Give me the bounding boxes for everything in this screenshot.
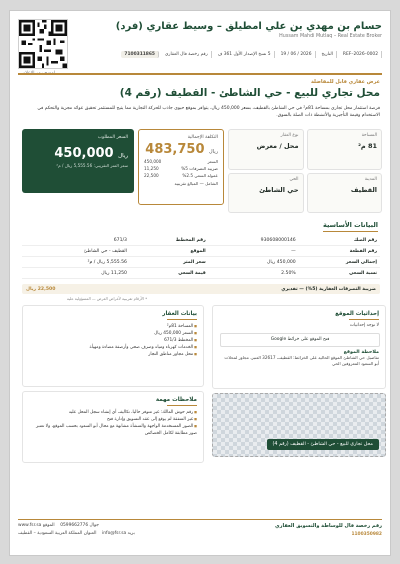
cost-row	[144, 166, 218, 171]
list-item: ■ السعر 450,000 ريال	[29, 330, 197, 337]
lead-paragraph: فرصة استثمار محل تجاري بمساحة 81م² في حي الشاطئ بالقطيف، بسعر 450,000 ريال، يتوافر بموقع حيوي جاذب للحركة التجارية مما يتيح للمستثمر تحقيق عوائد مجزية والتحكم في الاستخدام وقيمة التأجيرية والأنشطة ذات الصلة بالسوق.	[37, 106, 380, 118]
map-badge: محل تجاري للبيع - حي الشاطئ - القطيف (رقم 4)	[267, 439, 379, 450]
stats-grid	[228, 129, 382, 213]
document-page	[9, 10, 391, 556]
kicker: عرض عقاري قابل للمفاضلة	[311, 79, 380, 85]
table-key: رقم القطعة	[299, 246, 380, 257]
list-item: ■ المخطط 671/3	[29, 337, 197, 344]
location-panel	[212, 305, 386, 389]
footer-license-label: رقم رخصة فال للوساطة والتسويق العقاري	[275, 523, 382, 529]
cost-row-label: ضريبة التصرفات 5%	[181, 166, 218, 171]
no-coords-text: لا توجد إحداثيات	[349, 323, 379, 328]
web-label: الموقع	[42, 523, 55, 528]
table-row	[22, 246, 380, 257]
table-value: 930608000146	[209, 235, 299, 246]
brand-block	[116, 21, 382, 39]
cost-note: الشامل — المبالغ تقريبية	[174, 181, 218, 186]
list-item: ■ رقم حوش المالك: غير متوفر حاليا، تكاليف أي إنشاء سجل المحل عليه	[29, 409, 197, 416]
date-value: 2026 / 06 / 19	[278, 51, 316, 58]
notes-list	[29, 409, 197, 437]
table-key: إجمالي السعر	[299, 257, 380, 268]
cost-row-value: 22,500	[144, 173, 159, 178]
price-amount	[28, 146, 128, 161]
cost-row-value: 11,250	[144, 166, 159, 171]
total-cost-currency: ريال	[209, 149, 218, 155]
price-per-meter-note: سعر المتر التقريبي: 5,555.56 ريال / م²	[56, 163, 128, 168]
footer-license	[275, 523, 382, 540]
tax-label: ضريبة التصرفات العقارية (5%) — تقديري	[281, 286, 376, 292]
tax-value: 22,500 ريال	[26, 286, 56, 292]
phone-value[interactable]: 0599662776	[60, 523, 89, 528]
table-key: الموقع	[130, 246, 209, 257]
location-note: تفاصيل حي الشاطئ الموقع الحالية على الخرائط: القطيف، 32617 العنبر، مجاور لمحلات أبو السعود المعروفين الحي	[224, 355, 379, 366]
features-list	[29, 323, 197, 358]
sections-label: 5 نسخ الإصدار الأول 361 ف	[215, 51, 275, 58]
page-title: محل تجاري للبيع - حي الشاطئ - القطيف (رقم 4)	[119, 87, 380, 99]
list-item: ■ غير المتفقة لم يوقع إلى عقد التسويق وإدارة فتح	[29, 416, 197, 423]
notes-title: ملاحظات مهمة	[29, 397, 197, 406]
table-key: رقم الصك	[299, 235, 380, 246]
table-row	[22, 235, 380, 246]
footer-email-row	[18, 531, 135, 536]
stat-label: المدينة	[364, 176, 377, 182]
stat-district	[228, 173, 304, 214]
features-panel	[22, 305, 204, 387]
header-divider	[18, 73, 382, 75]
stat-label: نوع العقار	[280, 133, 299, 138]
price-currency: ريال	[118, 153, 128, 159]
stat-value: 81 م²	[358, 142, 377, 150]
notes-panel	[22, 391, 204, 463]
table-value: 450,000 ريال	[209, 257, 299, 268]
features-title: بيانات العقار	[29, 311, 197, 320]
footer-divider	[18, 519, 382, 520]
ad-license-number: 7100311865	[121, 51, 159, 58]
total-cost-amount	[144, 142, 218, 157]
qr-code-icon[interactable]	[18, 19, 68, 69]
basic-data-title: البيانات الأساسية	[323, 221, 378, 232]
tax-note: * الأرقام تقريبية لأغراض العرض — المسؤولية عليه	[66, 296, 148, 301]
cost-row	[144, 173, 218, 178]
table-row	[22, 257, 380, 268]
office-name: حسام بن مهدي بن علي امطيلق – وسيط عقاري (فرد)	[115, 21, 382, 32]
footer-contacts	[18, 523, 135, 539]
web-value[interactable]: www.fsr.sa	[18, 523, 42, 528]
stat-value: محل / معرض	[256, 142, 299, 150]
price-label: السعر المطلوب	[97, 135, 128, 140]
header	[18, 17, 382, 79]
table-key: قيمة السعي	[130, 268, 209, 279]
table-value: 5,555.56 ريال / م²	[22, 257, 130, 268]
meta-strip	[121, 51, 382, 58]
location-title: إحداثيات الموقع	[219, 311, 379, 320]
stat-label: المساحة	[361, 133, 377, 138]
list-item: ■ الخدمات كهرباء ومياه وصرف صحي وأرصفة مضاءة ومهيأة	[29, 344, 197, 351]
open-google-maps-button[interactable]: فتح الموقع على خرائط Google	[220, 333, 380, 347]
list-item: ■ الصور المستخدمة الواجهة والمنشأة مشابهة مع محال أبو السعود بحسب الموقع، ولا تعتبر صور مطابقة لكامل الخصائص	[29, 423, 197, 437]
ad-license-label: رقم رخصة فال العقاري	[162, 51, 212, 58]
cost-row-label: السعر	[207, 159, 218, 164]
table-value: 671/3	[22, 235, 130, 246]
price-card	[22, 129, 134, 193]
date-label: التاريخ	[319, 51, 337, 58]
footer-license-number: 1100350982	[351, 532, 382, 537]
stat-area	[307, 129, 383, 170]
table-key: سعر المتر	[130, 257, 209, 268]
stat-value: حي الشاطئ	[259, 185, 299, 194]
cost-row-value: 450,000	[144, 159, 162, 164]
total-cost-card	[138, 129, 224, 205]
table-value: —	[209, 246, 299, 257]
email-value[interactable]: info@fsr.sa	[102, 531, 127, 536]
email-label: بريد	[127, 531, 135, 536]
address-value: المملكة العربية السعودية – القطيف	[18, 531, 83, 536]
tax-row	[22, 284, 380, 294]
table-value: 2.50%	[209, 268, 299, 279]
list-item: ■ المساحة 81م²	[29, 323, 197, 330]
phone-label: جوال	[89, 523, 99, 528]
footer-phone-row	[18, 523, 135, 528]
table-key: نسبة السعي	[299, 268, 380, 279]
map-placeholder[interactable]	[212, 393, 386, 457]
basic-data-table	[22, 235, 380, 279]
stat-label: الحي	[289, 176, 299, 182]
location-note-title: ملاحظة الموقع	[343, 350, 379, 355]
list-item: ■ محل مجاور مناطق التجار	[29, 351, 197, 358]
table-value: القطيف - حي الشاطئ	[22, 246, 130, 257]
stat-property-type	[228, 129, 304, 170]
stat-city	[307, 173, 383, 214]
ref-number: REF–2026–0002	[340, 51, 382, 58]
price-value: 450,000	[54, 146, 114, 161]
footer	[18, 523, 382, 551]
table-value: 11,250 ريال	[22, 268, 130, 279]
total-cost-label: التكلفة الإجمالية	[187, 135, 218, 140]
cost-row	[144, 159, 218, 164]
address-label: العنوان	[83, 531, 97, 536]
table-row	[22, 268, 380, 279]
table-key: رقم المخطط	[130, 235, 209, 246]
cost-row-label: عمولة السعي 2.5%	[182, 173, 218, 178]
office-name-en: Hussam Mahdi Mutlaq – Real Estate Broker	[279, 34, 382, 39]
stat-value: القطيف	[350, 185, 377, 194]
total-cost-value: 483,750	[145, 142, 205, 157]
